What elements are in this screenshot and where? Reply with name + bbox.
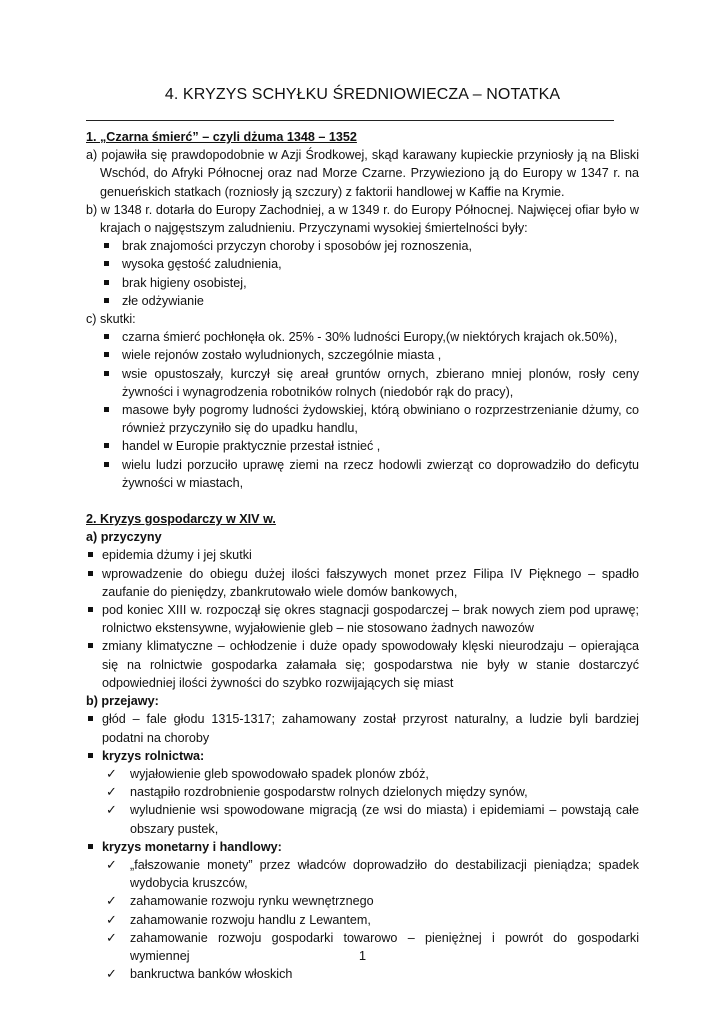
list-item-text: wysoka gęstość zaludnienia,	[122, 257, 282, 272]
list-item	[86, 328, 639, 346]
checkmark-icon: ✓	[106, 929, 117, 945]
list-item	[86, 346, 639, 364]
list-item-text: głód – fale głodu 1315-1317; zahamowany został przyrost naturalny, a ludzie byli bardziej podatni na choroby	[102, 712, 639, 745]
list-item	[86, 710, 639, 746]
list-item-text: bankructwa banków włoskich	[130, 967, 293, 982]
page-title: 4. KRYZYS SCHYŁKU ŚREDNIOWIECZA – NOTATKA	[164, 86, 561, 103]
list-item	[86, 765, 639, 783]
checkmark-icon: ✓	[106, 911, 117, 927]
list-item-text: nastąpiło rozdrobnienie gospodarstw rolnych dzielonych między synów,	[130, 785, 528, 800]
checkmark-icon: ✓	[106, 802, 117, 818]
effects-list	[86, 328, 639, 492]
list-item	[86, 856, 639, 892]
monetary-crisis-list	[86, 856, 639, 983]
list-item-text: pod koniec XIII w. rozpoczął się okres stagnacji gospodarczej – brak nowych ziem pod uprawę; rolnictwo ekstensywne, wyjałowienie gleb – nie stosowano żadnych nawozów	[102, 603, 639, 636]
section-1-paragraph-a: a) pojawiła się prawdopodobnie w Azji Środkowej, skąd karawany kupieckie przyniosły ją na Bliski Wschód, do Afryki Północnej oraz nad Morze Czarne. Przywieziono ją do Europy w 1347 r. na genueńskich statkach (rozniosły ją szczury) z faktorii handlowej w Kaffie na Krymie.	[86, 148, 639, 199]
list-item	[86, 274, 639, 292]
list-item	[86, 637, 639, 692]
list-item-text: brak higieny osobistej,	[122, 275, 247, 290]
list-item	[86, 838, 639, 856]
list-item-text: wprowadzenie do obiegu dużej ilości fałszywych monet przez Filipa IV Pięknego – spadło zaufanie do pieniędzy, zbankrutowało wiele domów bankowych,	[102, 566, 639, 599]
list-item-text: „fałszowanie monety” przez władców doprowadziło do destabilizacji pieniądza; spadek wydobycia kruszców,	[130, 857, 639, 891]
monetary-crisis-heading-list	[86, 838, 639, 856]
list-item-text: epidemia dżumy i jej skutki	[102, 548, 252, 563]
list-item	[86, 456, 639, 492]
list-item	[86, 965, 639, 983]
list-item	[86, 237, 639, 255]
list-item	[86, 892, 639, 910]
list-item-text: wyludnienie wsi spowodowane migracją (ze wsi do miasta) i epidemiami – powstają całe obszary pustek,	[130, 803, 639, 836]
list-item	[86, 437, 639, 455]
section-1-paragraph-b: b) w 1348 r. dotarła do Europy Zachodniej, a w 1349 r. do Europy Północnej. Najwięcej ofiar było w krajach o najgęstszym zaludnieniu. Przyczynami wysokiej śmiertelności były:	[86, 202, 639, 236]
symptoms-list	[86, 710, 639, 765]
list-item-text: zmiany klimatyczne – ochłodzenie i duże opady spowodowały klęski nieurodzaju – opierająca się na rolnictwie gospodarka załamała się; gospodarstwa nie były w stanie dostarczyć odpowiedniej ilości żywności do szybko rozwijających się miast	[102, 639, 639, 690]
section-gap	[86, 492, 639, 510]
section-1-heading: 1. „Czarna śmierć” – czyli dżuma 1348 – 1352	[86, 130, 357, 144]
list-item-text: zahamowanie rozwoju gospodarki towarowo – pieniężnej i powrót do gospodarki wymiennej	[130, 930, 639, 963]
list-item-text: czarna śmierć pochłonęła ok. 25% - 30% ludności Europy,(w niektórych krajach ok.50%),	[122, 330, 618, 345]
list-item	[86, 565, 639, 601]
list-item	[86, 401, 639, 437]
page-number: 1	[358, 948, 367, 963]
list-item-text: wielu ludzi porzuciło uprawę ziemi na rzecz hodowli zwierząt co doprowadziło do deficytu żywności w miastach,	[122, 457, 639, 490]
checkmark-icon: ✓	[106, 784, 117, 800]
section-2-heading: 2. Kryzys gospodarczy w XIV w.	[86, 512, 276, 527]
checkmark-icon: ✓	[106, 765, 117, 781]
checkmark-icon: ✓	[106, 856, 117, 872]
agriculture-crisis-list	[86, 765, 639, 838]
list-item-text: handel w Europie praktycznie przestał istnieć ,	[122, 439, 381, 454]
list-item	[86, 911, 639, 929]
section-2-subheading-causes: a) przyczyny	[86, 530, 162, 545]
mortality-causes-list	[86, 237, 639, 310]
list-item	[86, 783, 639, 801]
list-item	[86, 255, 639, 273]
checkmark-icon: ✓	[106, 893, 117, 909]
document-body	[86, 128, 639, 983]
list-item	[86, 292, 639, 310]
monetary-crisis-label: kryzys monetarny i handlowy:	[102, 839, 282, 854]
list-item-text: zahamowanie rozwoju handlu z Lewantem,	[130, 912, 371, 927]
list-item	[86, 801, 639, 837]
list-item	[86, 365, 639, 401]
list-item-text: wsie opustoszały, kurczył się areał gruntów ornych, zbierano mniej plonów, rosły ceny żywności i wynagrodzenia robotników rolnych (niedobór rąk do pracy),	[122, 366, 639, 399]
list-item-text: wyjałowienie gleb spowodowało spadek plonów zbóż,	[130, 766, 429, 781]
section-1-paragraph-c: c) skutki:	[86, 312, 136, 327]
agriculture-crisis-label: kryzys rolnictwa:	[102, 748, 205, 763]
list-item-text: zahamowanie rozwoju rynku wewnętrznego	[130, 894, 374, 909]
list-item	[86, 601, 639, 637]
list-item	[86, 747, 639, 765]
checkmark-icon: ✓	[106, 966, 117, 982]
list-item-text: masowe były pogromy ludności żydowskiej, którą obwiniano o rozprzestrzenianie dżumy, co również przyczyniło się do upadku handlu,	[122, 403, 639, 436]
causes-list	[86, 546, 639, 692]
list-item-text: wiele rejonów zostało wyludnionych, szczególnie miasta ,	[122, 348, 442, 363]
list-item	[86, 546, 639, 564]
list-item-text: brak znajomości przyczyn choroby i sposobów jej roznoszenia,	[122, 239, 472, 254]
title-divider	[86, 120, 614, 121]
section-2-subheading-symptoms: b) przejawy:	[86, 694, 159, 709]
list-item-text: złe odżywianie	[122, 293, 204, 308]
